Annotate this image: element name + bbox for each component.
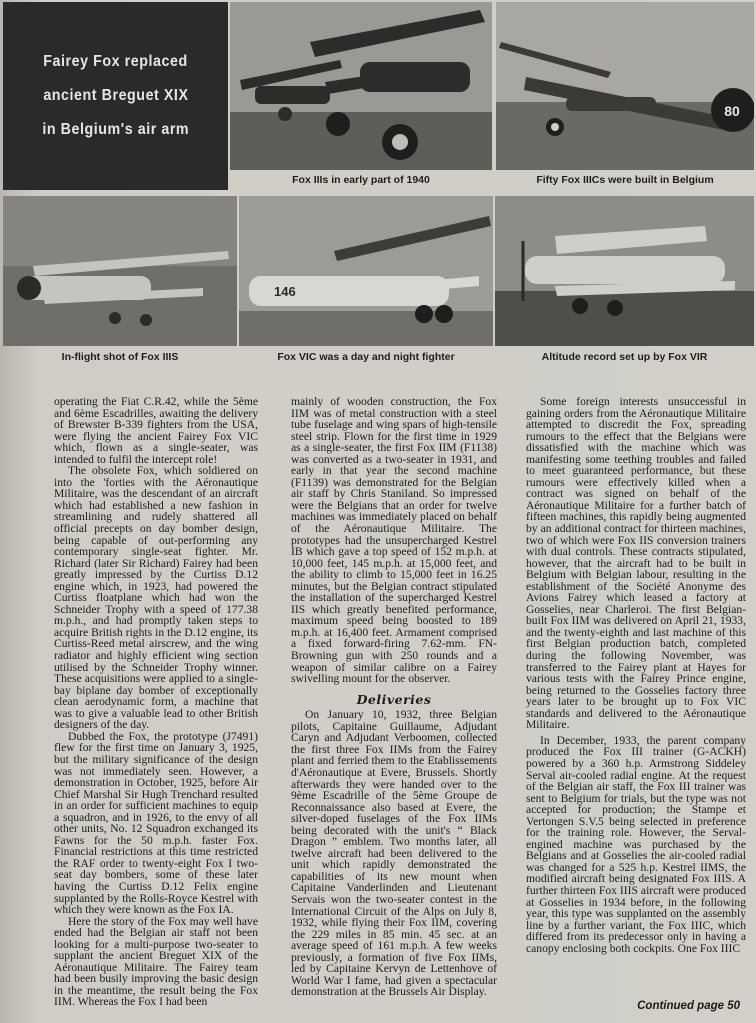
col1-paragraph-1: operating the Fiat C.R.42, while the 5ème and 6ème Escadrilles, awaiting the delivery of Brewster B-339 fighters from the USA, were flying the ancient Fairey Fox VIC which, flown as a single-seater, was intended to fulfil the intercept role! — [54, 395, 258, 466]
headline-block — [3, 2, 228, 190]
photo-fox-iiic — [496, 2, 754, 170]
article-column-1 — [54, 396, 258, 1008]
headline-line-3: in Belgium's air arm — [42, 121, 189, 138]
col2-paragraph-2: On January 10, 1932, three Belgian pilots, Capitaine Guillaume, Adjudant Caryn and Adjudant Verboomen, collected the first three Fox IIMs from the Fairey plant and ferried them to the Etablissements d'Aéronautique at Evere, Brussels. Shortly afterwards they were handed over to the 9ème Escadrille of the 5ème Groupe de Reconnaissance also based at Evere, the silver-doped fuselages of the Fox IIMs being decorated with the unit's “ Black Dragon ” emblem. Two months later, all twelve aircraft had been delivered to the unit which rapidly demonstrated the capabilities of its new mount when Capitaine Vanderlinden and Lieutenant Servais won the two-seater contest in the International Circuit of the Alps on July 8, 1932, while flying their Fox IIM, covering the 229 miles in 85 min. 45 sec. at an average speed of 161 m.p.h. A few weeks previously, a formation of five Fox IIMs, led by Capitaine Kervyn de Lettenhove of World War I fame, had given a spectacular demonstration at the Brussels Air Display. — [291, 708, 497, 999]
photo-caption-4: Fox VIC was a day and night fighter — [277, 351, 455, 363]
svg-text:146: 146 — [274, 284, 296, 299]
biplane-side-view-image — [496, 2, 754, 170]
headline-line-2: ancient Breguet XIX — [42, 87, 189, 104]
photo-fox-iiis-formation — [230, 2, 492, 170]
photo-caption-5: Altitude record set up by Fox VIR — [541, 351, 708, 363]
photo-fox-iiis-inflight — [3, 196, 237, 346]
section-heading-deliveries: Deliveries — [356, 691, 432, 707]
col3-paragraph-1: Some foreign interests unsuccessful in gaining orders from the Aéronautique Militaire attempted to discredit the Fox, spreading rumours to the effect that the Belgians were dissatisfied with the machine which was manifesting some teething troubles and failed to meet guaranteed performance, but these rumours were effectively killed when a contract was signed on behalf of the Aéronautique Militaire for a further batch of fifteen machines, this rapidly being augmented by an additional contract for thirteen machines, two of which were Fox IIS conversion trainers with dual controls. These contracts stipulated, however, that the aircraft had to be built in Belgium with Belgian labour, resulting in the establishment of the Société Anonyme des Avions Fairey which leased a factory at Gosselies, near Charleroi. The first Belgian-built Fox IIM was delivered on April 21, 1933, and the twenty-eighth and last machine of this first Belgian production batch, completed during the following November, was transferred to the Fairey plant at Hayes for various tests with the Fairey Prince engine, being returned to the Gosselies factory three years later to be brought up to Fox VIC standards and delivered to the Aéronautique Militaire. — [526, 395, 746, 732]
biplane-fox-vir-image — [495, 196, 754, 346]
photo-caption-2: Fifty Fox IIICs were built in Belgium — [536, 174, 714, 186]
col1-paragraph-4: Here the story of the Fox may well have ended had the Belgian air staff not been looking for a multi-purpose two-seater to supplant the ancient Breguet XIX of the Aéronautique Militaire. The Fairey team had been busily improving the basic design in the meantime, the result being the Fox IIM. Whereas the Fox I had been — [54, 914, 258, 1009]
photo-caption-3: In-flight shot of Fox IIIS — [61, 351, 179, 363]
col1-paragraph-2: The obsolete Fox, which soldiered on into the 'forties with the Aéronautique Militaire, was the descendant of an aircraft which had established a new fashion in streamlining and rudely shattered all official precepts on day bomber design, being capable of out-performing any contemporary single-seat fighter. Mr. Richard (later Sir Richard) Fairey had been greatly impressed by the Curtiss D.12 engine which, in 1923, had powered the Curtiss floatplane which had won the Schneider Trophy with a speed of 177.38 m.p.h., and had promptly taken steps to acquire British rights in the D.12 engine, its Curtiss-Reed metal airscrew, and the wing radiator and highly efficient wing section utilised by the Schneider Trophy winner. These acquisitions were applied to a single-bay biplane day bomber of exceptionally clean aerodynamic form, a machine that was to give a valuable lead to other British designers of the day. — [54, 464, 258, 732]
article-column-2 — [291, 396, 497, 998]
headline-line-1: Fairey Fox replaced — [43, 53, 188, 70]
continued-page-link[interactable]: Continued page 50 — [637, 1000, 740, 1012]
article-column-3 — [526, 396, 746, 954]
col1-paragraph-3: Dubbed the Fox, the prototype (J7491) flew for the first time on January 3, 1925, but the military significance of the design was not immediately seen. However, a demonstration in October, 1925, before Air Chief Marshal Sir Hugh Trenchard resulted in an order for sufficient machines to equip a squadron, and in 1926, to the envy of all other units, No. 12 Squadron exchanged its Fawns for the 50 m.p.h. faster Fox. Financial restrictions at this time restricted the RAF order to twenty-eight Fox I two-seat day bombers, some of these later having the Curtiss D.12 Felix engine supplanted by the Rolls-Royce Kestrel with which they were known as the Fox IA. — [54, 729, 258, 917]
biplane-inflight-image — [3, 196, 237, 346]
col2-paragraph-1: mainly of wooden construction, the Fox IIM was of metal construction with a steel tube fuselage and wing spars of high-tensile steel strip. Flown for the first time in 1929 as a single-seater, the first Fox IIM (F1138) was converted as a two-seater in 1931, and early in that year the second machine (F1139) was demonstrated for the Belgian air staff by Chris Staniland. So impressed were the Belgians that an order for twelve machines was immediately placed on behalf of the Aéronautique Militaire. The prototypes had the unsupercharged Kestrel IB which gave a top speed of 152 m.p.h. at 10,000 feet, 145 m.p.h. at 15,000 feet, and the ability to climb to 15,000 feet in 16.25 minutes, but the Belgian contract stipulated the installation of the supercharged Kestrel IIS which greatly benefited performance, maximum speed being boosted to 189 m.p.h. at 16,400 feet. Armament comprised a fixed forward-firing 7.62-mm. FN-Browning gun with 250 rounds and a weapon of similar calibre on a Fairey swivelling mount for the observer. — [291, 395, 497, 686]
photo-fox-vir — [495, 196, 754, 346]
photo-caption-1: Fox IIIs in early part of 1940 — [292, 174, 430, 186]
biplane-formation-image — [230, 2, 492, 170]
photo-fox-vic — [239, 196, 493, 346]
biplane-fox-vic-image — [239, 196, 493, 346]
col3-paragraph-2: In December, 1933, the parent company produced the Fox III trainer (G-ACKH) powered by a 360 h.p. Armstrong Siddeley Serval air-cooled radial engine. At the request of the Belgian air staff, the Fox III trainer was sent to Belgium for trials, but the type was not accepted for production; the Stampe et Vertongen S.V.5 being selected in preference for the training role. However, the Serval-engined machine was purchased by the Belgians and at Gosselies the air-cooled radial was changed for a 525 h.p. Kestrel IIMS, the modified aircraft being designated Fox IIIS. A further thirteen Fox IIIS aircraft were produced at Gosselies in 1934 before, in the following year, this type was supplanted on the assembly line by a further variant, the Fox IIIC, which differed from its predecessor only in having a canopy enclosing both cockpits. One Fox IIIC — [526, 733, 746, 955]
svg-text:80: 80 — [724, 103, 740, 119]
